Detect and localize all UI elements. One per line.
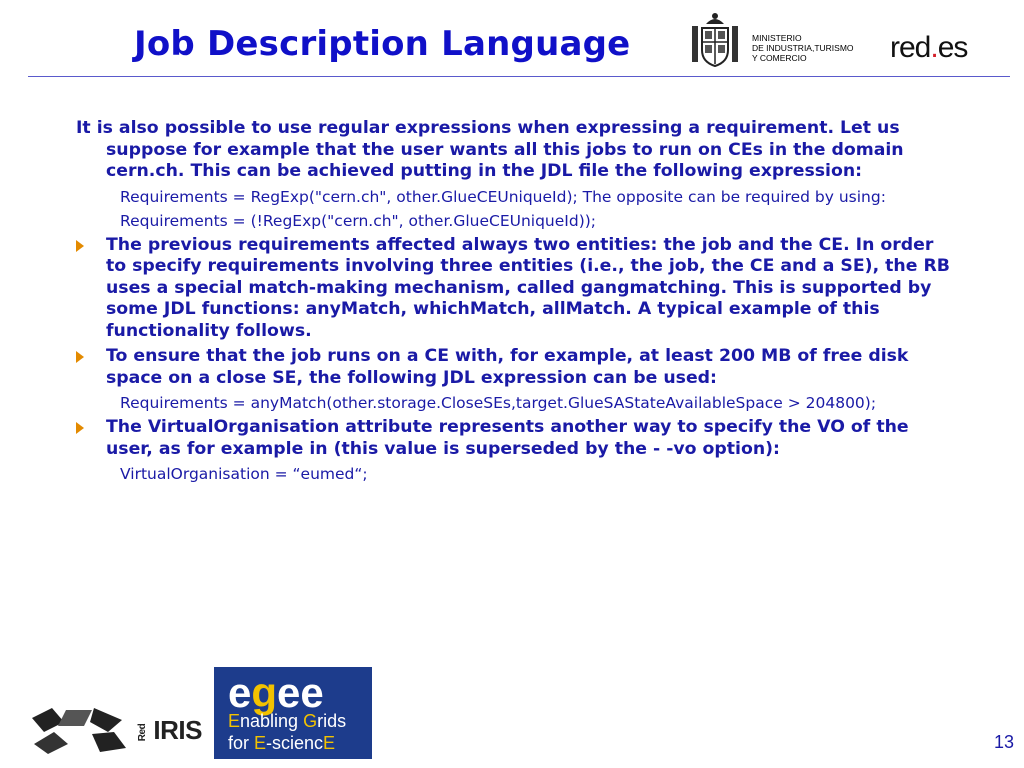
egee-logo — [214, 667, 372, 759]
ministry-line-1: MINISTERIO — [752, 33, 802, 43]
ministry-line-2: DE INDUSTRIA,TURISMO — [752, 43, 854, 53]
egee-tag-part: G — [303, 711, 318, 731]
header-divider — [28, 76, 1010, 77]
rediris-logo — [132, 715, 202, 746]
egee-wordmark — [228, 669, 324, 717]
egee-tag-part: for — [228, 733, 255, 753]
ministry-label — [752, 33, 854, 63]
intro-code-1: Requirements = RegExp("cern.ch", other.GlueCEUniqueId); The opposite can be required by using: — [120, 187, 886, 206]
bullet-text: The VirtualOrganisation attribute represents another way to specify the VO of the user, as for example in (this value is superseded by the - -vo option): — [106, 417, 909, 459]
egee-tag-part: -scienc — [266, 733, 324, 753]
egee-tagline-2 — [228, 733, 335, 754]
egee-tag-part: E — [254, 733, 267, 753]
bullet-item — [76, 346, 956, 389]
egee-tag-part: E — [323, 733, 336, 753]
egee-letter: e — [228, 669, 252, 716]
bullet-code: VirtualOrganisation = “eumed“; — [120, 465, 368, 483]
bullet-code: Requirements = anyMatch(other.storage.CloseSEs,target.GlueSAStateAvailableSpace > 204800); — [120, 394, 877, 412]
bullet-item — [76, 235, 956, 343]
slide-title: Job Description Language — [134, 24, 631, 64]
egee-letter: g — [251, 669, 278, 716]
bullet-arrow-icon — [76, 422, 84, 434]
bullet-text: The previous requirements affected always two entities: the job and the CE. In order to specify requirements involving three entities (i.e., the job, the CE and a SE), the RB uses a special match-making mechanism, called gangmatching. This is supported by some JDL functions: anyMatch, whichMatch, allMatch. A typical example of this functionality follows. — [106, 234, 950, 341]
ministry-line-3: Y COMERCIO — [752, 53, 807, 63]
intro-paragraph: It is also possible to use regular expressions when expressing a requirement. Let us suppose for example that the user wants all this jobs to run on CEs in the domain cern.ch. This can be achieved putting in the JDL file the following expression: — [76, 118, 904, 181]
egee-letter: ee — [277, 669, 324, 716]
egee-tagline-1 — [228, 711, 346, 732]
rediris-small-text: Red — [137, 723, 149, 742]
brand-dot: . — [930, 31, 938, 64]
egee-tag-part: rids — [317, 711, 347, 731]
bullet-arrow-icon — [76, 240, 84, 252]
intro-code-2: Requirements = (!RegExp("cern.ch", other.GlueCEUniqueId)); — [120, 211, 597, 230]
bullet-arrow-icon — [76, 351, 84, 363]
spain-coat-of-arms-icon — [688, 12, 742, 70]
bullet-text: To ensure that the job runs on a CE with, for example, at least 200 MB of free disk space on a close SE, the following JDL expression can be used: — [106, 346, 909, 388]
page-number: 13 — [993, 732, 1014, 752]
brand-part-1: red — [890, 31, 931, 64]
rediris-symbol-icon — [30, 704, 130, 756]
egee-tag-part: E — [228, 711, 241, 731]
bullet-item — [76, 417, 956, 460]
brand-part-2: es — [937, 31, 968, 64]
rediris-big-text: IRIS — [153, 715, 202, 745]
slide-body — [76, 118, 956, 484]
egee-tag-part: nabling — [240, 711, 304, 731]
red-es-logo — [890, 31, 967, 65]
